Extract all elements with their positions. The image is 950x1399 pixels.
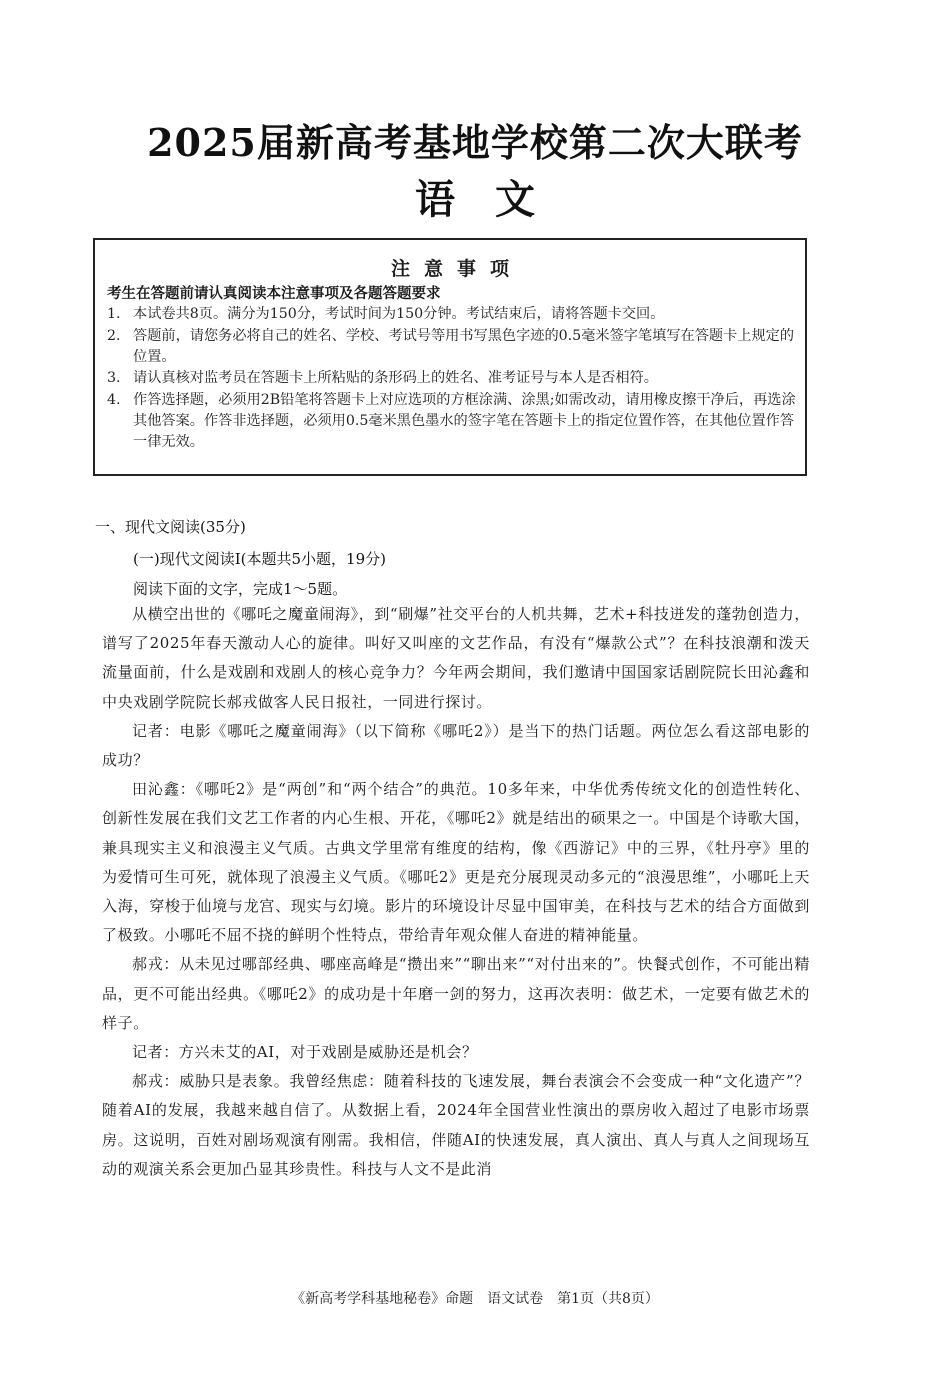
notice-item-number: 1. (107, 306, 121, 322)
article-paragraph: 从横空出世的《哪吒之魔童闹海》，到“刷爆”社交平台的人机共舞，艺术+科技迸发的蓬勃创造力，谱写了2025年春天激动人心的旋律。叫好又叫座的文艺作品，有没有“爆款公式”？在科技浪潮和泼天流量面前，什么是戏剧和戏剧人的核心竞争力？今年两会期间，我们邀请中国国家话剧院院长田沁鑫和中央戏剧学院院长郝戎做客人民日报社，一同进行探讨。 (102, 605, 810, 711)
article-paragraph: 记者：电影《哪吒之魔童闹海》（以下简称《哪吒2》）是当下的热门话题。两位怎么看这部电影的成功？ (102, 721, 810, 770)
notice-item-number: 2. (107, 328, 121, 344)
notice-item-text: 请认真核对监考员在答题卡上所粘贴的条形码上的姓名、准考证号与本人是否相符。 (133, 370, 658, 386)
subject-title: 语文 (415, 176, 575, 223)
article-paragraph: 郝戎：从未见过哪部经典、哪座高峰是“攒出来”“聊出来”“对付出来的”。快餐式创作，不可能出精品，更不可能出经典。《哪吒2》的成功是十年磨一剑的努力，这再次表明：做艺术，一定要有做艺术的样子。 (102, 955, 810, 1032)
notice-item (107, 326, 797, 368)
page-footer: 《新高考学科基地秘卷》命题 语文试卷 第1页（共8页） (291, 1291, 659, 1307)
notice-box (93, 238, 807, 476)
notice-item-text: 作答选择题，必须用2B铅笔将答题卡上对应选项的方框涂满、涂黑;如需改动，请用橡皮擦干净后，再选涂其他答案。作答非选择题，必须用0.5毫米黑色墨水的签字笔在答题卡上的指定位置作答，在其他位置作答一律无效。 (133, 392, 796, 450)
notice-title: 注意事项 (390, 258, 523, 280)
notice-item (107, 368, 797, 389)
subsection-heading: (一)现代文阅读Ⅰ(本题共5小题，19分) (133, 550, 386, 568)
exam-title: 2025届新高考基地学校第二次大联考 (147, 120, 803, 165)
article-paragraph: 田沁鑫：《哪吒2》是“两创”和“两个结合”的典范。10多年来，中华优秀传统文化的创造性转化、创新性发展在我们文艺工作者的内心生根、开花，《哪吒2》就是结出的硕果之一。中国是个诗歌大国，兼具现实主义和浪漫主义气质。古典文学里常有维度的结构，像《西游记》中的三界，《牡丹亭》里的为爱情可生可死，就体现了浪漫主义气质。《哪吒2》更是充分展现灵动多元的“浪漫思维”，小哪吒上天入海，穿梭于仙境与龙宫、现实与幻境。影片的环境设计尽显中国审美，在科技与艺术的结合方面做到了极致。小哪吒不屈不挠的鲜明个性特点，带给青年观众催人奋进的精神能量。 (102, 780, 810, 945)
notice-item (107, 304, 797, 325)
notice-item-number: 3. (107, 370, 121, 386)
notice-item (107, 390, 797, 453)
article-paragraph: 记者：方兴未艾的AI，对于戏剧是威胁还是机会？ (132, 1043, 478, 1062)
notice-heading: 考生在答题前请认真阅读本注意事项及各题答题要求 (107, 285, 441, 302)
section-heading: 一、现代文阅读(35分) (95, 518, 246, 536)
article-paragraph: 郝戎：威胁只是表象。我曾经焦虑：随着科技的飞速发展，舞台表演会不会变成一种“文化遗产”？随着AI的发展，我越来越自信了。从数据上看，2024年全国营业性演出的票房收入超过了电影市场票房。这说明，百姓对剧场观演有刚需。我相信，伴随AI的快速发展，真人演出、真人与真人之间现场互动的观演关系会更加凸显其珍贵性。科技与人文不是此消 (102, 1072, 810, 1178)
notice-item-text: 本试卷共8页。满分为150分，考试时间为150分钟。考试结束后，请将答题卡交回。 (133, 306, 665, 322)
notice-item-number: 4. (107, 392, 121, 408)
reading-instruction: 阅读下面的文字，完成1～5题。 (133, 580, 348, 598)
notice-item-text: 答题前，请您务必将自己的姓名、学校、考试号等用书写黑色字迹的0.5毫米签字笔填写在答题卡上规定的位置。 (133, 328, 795, 365)
article-body (102, 600, 810, 1184)
